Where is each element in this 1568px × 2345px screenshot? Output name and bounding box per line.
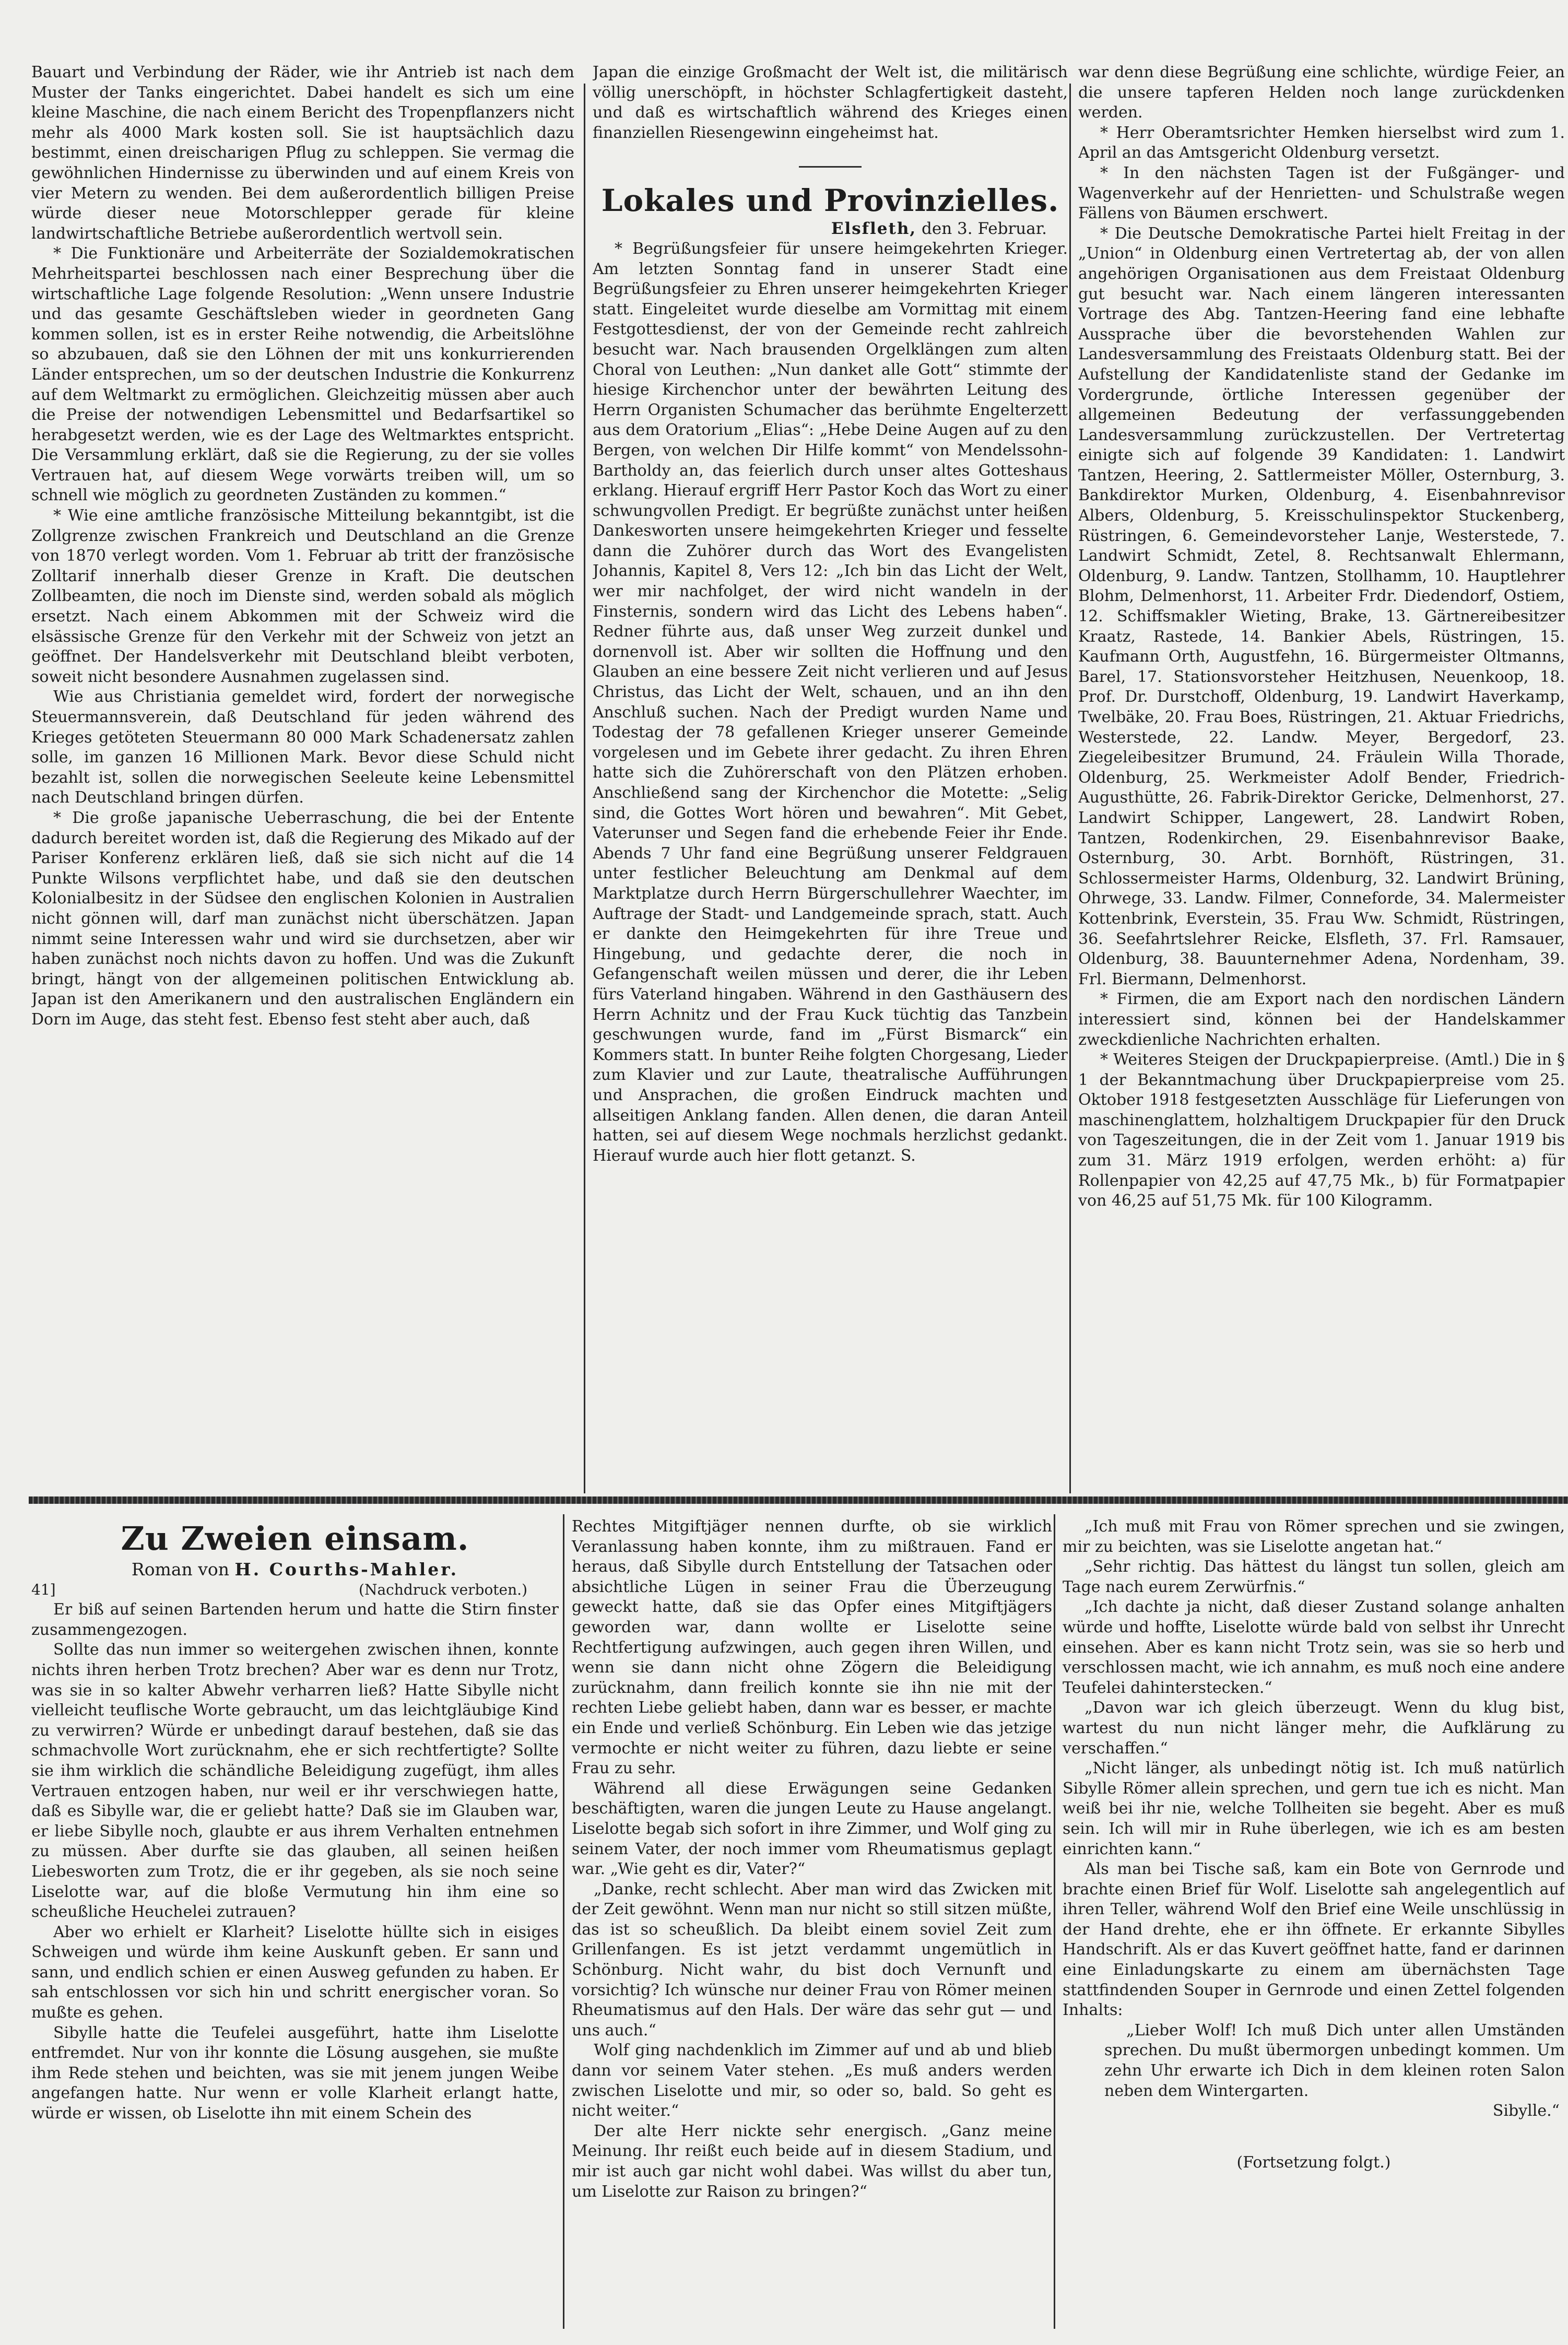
novel-paragraph: Sollte das nun immer so weitergehen zwischen ihnen, konnte nichts ihren herben Trotz brechen? Aber war es denn nur Trotz, was sie in so kalter Abwehr verharren ließ? Hatte Sibylle nicht vielleicht teuflische Worte gebraucht, um das leichtgläubige Kind zu verwirren? Würde er unbedingt darauf bestehen, daß sie das schmachvolle Wort zurücknahm, ehe er sich rechtfertigte? Sollte sie ihm wirklich die schändliche Beleidigung zugefügt, ihm alles Vertrauen entzogen haben, nur weil er ihr verschwiegen hatte, daß es Sibylle war, die er geliebt hatte? Daß sie im Glauben war, er liebe Sibylle noch, glaubte er aus ihrem Verhalten entnehmen zu müssen. Aber durfte sie das glauben, all seinen heißen Liebesworten zum Trotz, die er ihr gegeben, als sie noch seine Liselotte war, auf die bloße Vermutung hin ihm eine so scheußliche Heuchelei zutrauen? — [31, 1641, 559, 1922]
article-judge-transfer: * Herr Oberamtsrichter Hemken hierselbst wird zum 1. April an das Amtsgericht Oldenburg versetzt. — [1078, 123, 1565, 162]
novel-author-line — [31, 1560, 559, 1580]
novel-title: Zu Zweien einsam. — [121, 1519, 469, 1558]
article-japan-continued: Japan die einzige Großmacht der Welt ist, die militärisch völlig unerschöpft, in höchster Schlagfertigkeit dasteht, und daß es wirtschaftlich während des Krieges einen finanziellen Riesengewinn eingeheimst hat. — [593, 63, 1068, 142]
column-1 — [31, 63, 574, 1493]
column-rule-4 — [1054, 1514, 1055, 2329]
section-heading-lokales: Lokales und Provinzielles. — [601, 183, 1059, 219]
column-rule-1 — [584, 84, 585, 1493]
letter-text: „Lieber Wolf! Ich muß Dich unter allen Umständen sprechen. Du mußt übermorgen unbedingt kommen. Um zehn Uhr erwarte ich Dich in dem kleinen roten Salon neben dem Wintergarten. — [1104, 2021, 1565, 2100]
novel-paragraph: „Davon war ich gleich überzeugt. Wenn du klug bist, wartest du nun nicht länger mehr, die Aufklärung zu verschaffen.“ — [1063, 1699, 1565, 1758]
novel-paragraph: „Nicht länger, als unbedingt nötig ist. Ich muß natürlich Sibylle Römer allein sprechen, und gern tue ich es nicht. Man weiß bei ihr nie, welche Tollheiten sie begeht. Aber es muß sein. Ich will mir in Ruhe überlegen, wie ich es am besten einrichten kann.“ — [1063, 1759, 1565, 1858]
column-rule-2 — [1069, 84, 1071, 1493]
article-resolution: * Die Funktionäre und Arbeiterräte der Sozialdemokratischen Mehrheitspartei beschlossen nach einer Besprechung über die wirtschaftliche Lage folgende Resolution: „Wenn unsere Industrie und das gesamte Geschäftsleben wieder in geordneten Gang kommen sollen, ist es in erster Reihe notwendig, die Arbeitslöhne so abzubauen, daß sie den Löhnen der mit uns konkurrierenden Länder entsprechen, um so der deutschen Industrie die Konkurrenz auf dem Weltmarkt zu ermöglichen. Gleichzeitig müssen aber auch die Preise der notwendigen Lebensmittel und Bedarfsartikel so herabgesetzt werden, wie es der Lage des Weltmarktes entspricht. Die Versammlung erklärt, daß sie die Regierung, zu der sie volles Vertrauen hat, auf diesem Wege vorwärts treiben will, um so schnell wie möglich zu geordneten Zuständen zu kommen.“ — [31, 244, 574, 505]
article-customs-border: * Wie eine amtliche französische Mitteilung bekanntgibt, ist die Zollgrenze zwischen Frankreich und Deutschland an die Grenze von 1870 verlegt worden. Vom 1. Februar ab tritt der französische Zolltarif innerhalb dieser Grenze in Kraft. Die deutschen Zollbeamten, die noch im Dienste sind, werden sobald als möglich ersetzt. Nach einem Abkommen mit der Schweiz wird die elsässische Grenze für den Verkehr mit der Schweiz von jetzt an geöffnet. Der Handelsverkehr mit Deutschland bleibt verboten, soweit nicht besondere Ausnahmen zugelassen sind. — [31, 506, 574, 686]
article-welcome-conclusion: war denn diese Begrüßung eine schlichte, würdige Feier, an die unsere tapferen Helden noch lange zurückdenken werden. — [1078, 63, 1565, 122]
novel-column-1 — [31, 1517, 559, 2339]
article-norway-claim: Wie aus Christiania gemeldet wird, fordert der norwegische Steuermannsverein, daß Deutschland für jeden während des Krieges getöteten Steuermann 80 000 Mark Schadenersatz zahlen solle, im ganzen 16 Millionen Mark. Bevor diese Schuld nicht bezahlt ist, sollen die norwegischen Seeleute keine Lebensmittel nach Deutschland bringen dürfen. — [31, 688, 574, 807]
dateline — [593, 219, 1068, 239]
novel-paragraph: Während all diese Erwägungen seine Gedanken beschäftigten, waren die jungen Leute zu Hause angelangt. Liselotte begab sich sofort in ihre Zimmer, und Wolf ging zu seinem Vater, der noch immer vom Rheumatismus geplagt war. „Wie geht es dir, Vater?“ — [572, 1779, 1052, 1879]
novel-paragraph: Rechtes Mitgiftjäger nennen durfte, ob sie wirklich Veranlassung haben konnte, ihm zu mißtrauen. Fand er heraus, daß Sibylle durch Entstellung der Tatsachen oder absichtliche Lügen in seiner Frau die Überzeugung geweckt hatte, daß sie das Opfer eines Mitgiftjägers geworden war, dann wollte er Liselotte seine Rechtfertigung aufzwingen, auch gegen ihren Willen, und wenn sie dann nicht ohne Zögern die Beleidigung zurücknahm, dann freilich konnte sie ihn nie mit der rechten Liebe geliebt haben, dann war es besser, er machte ein Ende und verließ Schönburg. Ein Leben wie das jetzige vermochte er nicht weiter zu führen, dazu liebte er seine Frau zu sehr. — [572, 1517, 1052, 1778]
continuation-note: (Fortsetzung folgt.) — [1236, 2153, 1391, 2172]
novel-column-2 — [551, 1517, 1052, 2339]
novel-paragraph: Wolf ging nachdenklich im Zimmer auf und ab und blieb dann vor seinem Vater stehen. „Es muß anders werden zwischen Liselotte und mir, so oder so, bald. So geht es nicht weiter.“ — [572, 2041, 1052, 2120]
novel-column-3 — [1063, 1517, 1565, 2339]
article-export-firms: * Firmen, die am Export nach den nordischen Ländern interessiert sind, können bei der Handelskammer zweckdienliche Nachrichten erhalten. — [1078, 990, 1565, 1049]
article-ddp-candidates: * Die Deutsche Demokratische Partei hielt Freitag in der „Union“ in Oldenburg einen Vertretertag ab, der von allen angehörigen Organisationen aus dem Freistaat Oldenburg gut besucht war. Nach einem längeren interessanten Vortrage des Abg. Tantzen-Heering fand eine lebhafte Aussprache über die bevorstehenden Wahlen zur Landesversammlung des Freistaats Oldenburg statt. Bei der Aufstellung der Kandidatenliste stand der Gedanke im Vordergrunde, örtliche Interessen gegenüber der allgemeinen Bedeutung der verfassunggebenden Landesversammlung zurückzustellen. Der Vertretertag einigte sich auf folgende 39 Kandidaten: 1. Landwirt Tantzen, Heering, 2. Sattlermeister Möller, Osternburg, 3. Bankdirektor Murken, Oldenburg, 4. Eisenbahnrevisor Albers, Oldenburg, 5. Kreisschulinspektor Stuckenberg, Rüstringen, 6. Gemeindevorsteher Lanje, Westerstede, 7. Landwirt Schmidt, Zetel, 8. Rechtsanwalt Ehlermann, Oldenburg, 9. Landw. Tantzen, Stollhamm, 10. Hauptlehrer Blohm, Delmenhorst, 11. Arbeiter Frdr. Diedendorf, Ostiem, 12. Schiffsmakler Wieting, Brake, 13. Gärtnereibesitzer Kraatz, Rastede, 14. Bankier Abels, Rüstringen, 15. Kaufmann Orth, Augustfehn, 16. Bürgermeister Oltmanns, Barel, 17. Stationsvorsteher Heitzhusen, Neuenkoop, 18. Prof. Dr. Durstchoff, Oldenburg, 19. Landwirt Haverkamp, Twelbäke, 20. Frau Boes, Rüstringen, 21. Aktuar Friedrichs, Westerstede, 22. Landw. Meyer, Bergedorf, 23. Ziegeleibesitzer Brumund, 24. Fräulein Willa Thorade, Oldenburg, 25. Werkmeister Adolf Bender, Friedrich-Augusthütte, 26. Fabrik-Direktor Gericke, Delmenhorst, 27. Landwirt Schipper, Langewert, 28. Landwirt Roben, Tantzen, Rodenkirchen, 29. Eisenbahnrevisor Baake, Osternburg, 30. Arbt. Bornhöft, Rüstringen, 31. Schlossermeister Harms, Oldenburg, 32. Landwirt Brüning, Ohrwege, 33. Landw. Filmer, Conneforde, 34. Malermeister Kottenbrink, Everstein, 35. Frau Ww. Schmidt, Rüstringen, 36. Seefahrtslehrer Reicke, Elsfleth, 37. Frl. Ramsauer, Oldenburg, 38. Bauunternehmer Adena, Nordenham, 39. Frl. Biermann, Delmenhorst. — [1078, 224, 1565, 988]
section-divider — [799, 166, 862, 168]
novel-paragraph: Der alte Herr nickte sehr energisch. „Ganz meine Meinung. Ihr reißt euch beide auf in diesem Stadium, und mir ist auch gar nicht wohl dabei. Was willst du aber tun, um Liselotte zur Raison zu bringen?“ — [572, 2122, 1052, 2201]
novel-paragraph: Sibylle hatte die Teufelei ausgeführt, hatte ihm Liselotte entfremdet. Nur von ihr konnte die Lösung ausgehen, sie mußte ihm Rede stehen und beichten, was sie mit jenem jungen Weibe angefangen hatte. Nur wenn er volle Klarheit erlangt hatte, würde er wissen, ob Liselotte ihn mit einem Schein des — [31, 2023, 559, 2123]
column-3 — [1078, 63, 1565, 1493]
novel-paragraph: Aber wo erhielt er Klarheit? Liselotte hüllte sich in eisiges Schweigen und würde ihm keine Auskunft geben. Er sann und sann, und endlich schien er einen Ausweg gefunden zu haben. Er sah entschlossen vor sich hin und schritt energischer voran. So mußte es gehen. — [31, 1923, 559, 2022]
novel-credit-row — [31, 1580, 559, 1600]
novel-paragraph: „Ich dachte ja nicht, daß dieser Zustand solange anhalten würde und hoffte, Liselotte würde bald von selbst ihr Unrecht einsehen. Aber es kann nicht Trotz sein, was sie so herb und verschlossen macht, wie ich annahm, es muß noch eine andere Teufelei dahinterstecken.“ — [1063, 1598, 1565, 1697]
letter-signature: Sibylle.“ — [1492, 2102, 1560, 2120]
novel-author-prefix: Roman von — [131, 1559, 230, 1580]
article-paper-prices: * Weiteres Steigen der Druckpapierpreise. (Amtl.) Die in § 1 der Bekanntmachung über Druckpapierpreise vom 25. Oktober 1918 festgesetzten Ausschläge für Lieferungen von maschinenglattem, holzhaltigem Druckpapier für den Druck von Tageszeitungen, die in der Zeit vom 1. Januar 1919 bis zum 31. März 1919 erfolgen, werden erhöht: a) für Rollenpapier von 42,25 auf 47,75 Mk., b) für Formatpapier von 46,25 auf 51,75 Mk. für 100 Kilogramm. — [1078, 1051, 1565, 1210]
column-2 — [593, 63, 1068, 1493]
feuilleton-separator — [29, 1496, 1568, 1504]
article-tractor: Bauart und Verbindung der Räder, wie ihr Antrieb ist nach dem Muster der Tanks eingerichtet. Dabei handelt es sich um eine kleine Maschine, die nach einem Bericht des Tropenpflanzers nicht mehr als 4000 Mark kosten soll. Sie ist hauptsächlich dazu bestimmt, einen dreischarigen Pflug zu schleppen. Sie vermag die gewöhnlichen Hindernisse zu überwinden und auf einem Kreis von vier Metern zu wenden. Bei dem außerordentlich billigen Preise würde dieser neue Motorschlepper gerade für kleine landwirtschaftliche Betriebe außerordentlich wertvoll sein. — [31, 63, 574, 243]
dateline-place: Elsfleth, — [831, 219, 917, 239]
novel-paragraph: „Danke, recht schlecht. Aber man wird das Zwicken mit der Zeit gewöhnt. Wenn man nur nicht so still sitzen müßte, das ist so scheußlich. Da bleibt einem soviel Zeit zum Grillenfangen. Es ist jetzt verdammt ungemütlich in Schönburg. Nicht wahr, du bist doch Vernunft und vorsichtig? Ich wünsche nur deiner Frau von Römer meinen Rheumatismus auf den Hals. Der wäre das sehr gut — und uns auch.“ — [572, 1880, 1052, 2040]
article-welcome-celebration: * Begrüßungsfeier für unsere heimgekehrten Krieger. Am letzten Sonntag fand in unserer Stadt eine Begrüßungsfeier zu Ehren unserer heimgekehrten Krieger statt. Eingeleitet wurde dieselbe am Vormittag mit einem Festgottesdienst, der von der Gemeinde recht zahlreich besucht war. Nach brausenden Orgelklängen zum alten Choral von Leuthen: „Nun danket alle Gott“ stimmte der hiesige Kirchenchor unter der bewährten Leitung des Herrn Organisten Schumacher das berühmte Engelterzett aus dem Oratorium „Elias“: „Hebe Deine Augen auf zu den Bergen, von welchen Dir Hilfe kommt“ von Mendelssohn-Bartholdy an, das feierlich durch unser altes Gotteshaus erklang. Hierauf ergriff Herr Pastor Koch das Wort zu einer schwungvollen Predigt. Er begrüßte zunächst unter heißen Dankesworten unsere heimgekehrten Krieger und fesselte dann die Zuhörer durch das Wort des Evangelisten Johannis, Kapitel 8, Vers 12: „Ich bin das Licht der Welt, wer mir nachfolget, der wird nicht wandeln in der Finsternis, sondern wird das Licht des Lebens haben“. Redner führte aus, daß unser Weg zurzeit dunkel und dornenvoll ist. Aber wir sollten die Hoffnung und den Glauben an eine bessere Zeit nicht verlieren und auf Jesus Christus, das Licht der Welt, schauen, und an ihn den Anschluß suchen. Nach der Predigt wurden Name und Todestag der 78 gefallenen Krieger unserer Gemeinde vorgelesen und im Gebete ihrer gedacht. Zu ihren Ehren hatte sich die Zuhörerschaft von den Plätzen erhoben. Anschließend sang der Kirchenchor die Motette: „Selig sind, die Gottes Wort hören und bewahren“. Mit Gebet, Vaterunser und Segen fand die erhebende Feier ihr Ende. Abends 7 Uhr fand eine Begrüßung unserer Feldgrauen unter festlicher Beleuchtung am Denkmal auf dem Marktplatze durch Herrn Bürgerschullehrer Waechter, im Auftrage der Stadt- und Landgemeinde sprach, statt. Auch er dankte den Heimgekehrten für ihre Treue und Hingebung, und gedachte derer, die noch in Gefangenschaft weilen müssen und derer, die ihr Leben fürs Vaterland hingaben. Während in den Gasthäusern des Herrn Achnitz und der Frau Kuck tüchtig das Tanzbein geschwungen wurde, fand im „Fürst Bismarck“ ein Kommers statt. In bunter Reihe folgten Chorgesang, Lieder zum Klavier und zur Laute, theatralische Aufführungen und Ansprachen, die großen Eindruck machten und allseitigen Anklang fanden. Allen denen, die daran Anteil hatten, sei auf diesem Wege nochmals herzlichst gedankt. Hierauf wurde auch hier flott getanzt. S. — [593, 239, 1068, 1165]
dateline-date: den 3. Februar. — [922, 219, 1047, 239]
article-street-closure: * In den nächsten Tagen ist der Fußgänger- und Wagenverkehr auf der Henrietten- und Schulstraße wegen Fällens von Bäumen erschwert. — [1078, 163, 1565, 223]
novel-paragraph: Er biß auf seinen Bartenden herum und hatte die Stirn finster zusammengezogen. — [31, 1600, 559, 1639]
novel-author: H. Courths-Mahler. — [234, 1559, 459, 1580]
installment-number: 41] — [31, 1581, 56, 1598]
novel-paragraph: „Sehr richtig. Das hättest du längst tun sollen, gleich am Tage nach eurem Zerwürfnis.“ — [1063, 1558, 1565, 1596]
reprint-notice: (Nachdruck verboten.) — [359, 1581, 527, 1598]
article-japan: * Die große japanische Ueberraschung, die bei der Entente dadurch bereitet worden ist, daß die Regierung des Mikado auf der Pariser Konferenz erklären ließ, daß sie sich nicht auf die 14 Punkte Wilsons verpflichtet habe, und daß sie den deutschen Kolonialbesitz in der Südsee den englischen Kolonien in Australien nicht gönnen will, darf man zunächst nicht überschätzen. Japan nimmt seine Interessen wahr und wird sie durchsetzen, aber wir haben zunächst noch nichts davon zu hoffen. Und was die Zukunft bringt, hängt von der allgemeinen politischen Entwicklung ab. Japan ist den Amerikanern und den australischen Engländern ein Dorn im Auge, das steht fest. Ebenso fest steht aber auch, daß — [31, 808, 574, 1029]
novel-paragraph: „Ich muß mit Frau von Römer sprechen und sie zwingen, mir zu beichten, was sie Liselotte angetan hat.“ — [1063, 1517, 1565, 1556]
novel-paragraph: Als man bei Tische saß, kam ein Bote von Gernrode und brachte einen Brief für Wolf. Liselotte sah angelegentlich auf ihren Teller, während Wolf den Brief eine Weile unschlüssig in der Hand drehte, ehe er ihn öffnete. Er erkannte Sibylles Handschrift. Als er das Kuvert geöffnet hatte, fand er darinnen eine Einladungskarte zu einem am übernächsten Tage stattfindenden Souper in Gernrode und einen Zettel folgenden Inhalts: — [1063, 1860, 1565, 2020]
